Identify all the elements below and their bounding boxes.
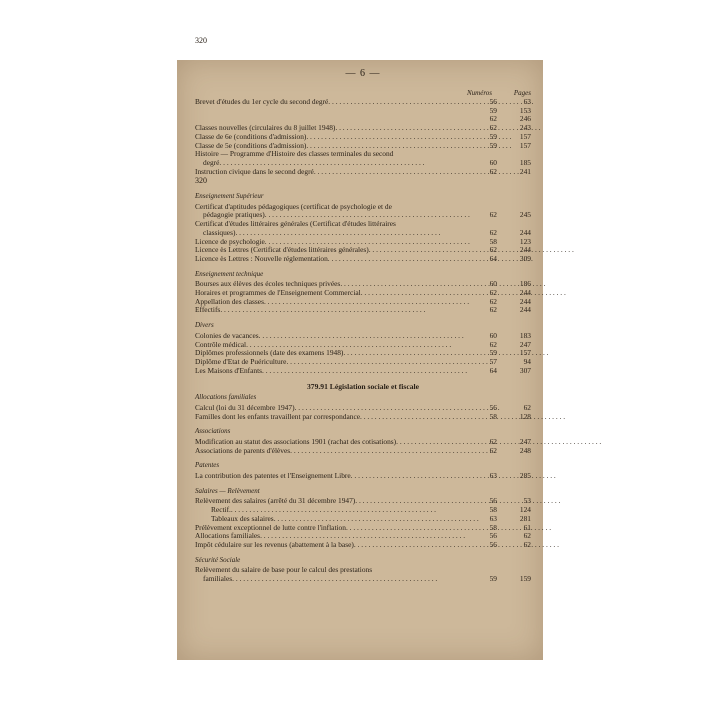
section-title-technique: Enseignement technique — [195, 269, 264, 278]
entry-title-text: Brevet d'études du 1er cycle du second degré — [195, 97, 329, 106]
entry-title-text: Rectif. — [211, 505, 231, 515]
entry-numero: 58 — [489, 505, 497, 515]
entry-page: 246 — [519, 114, 531, 124]
entry-title-text: Histoire — Programme d'Histoire des classes terminales du second — [195, 149, 394, 159]
section-associations — [195, 438, 531, 455]
entry-title-text: Licence de psychologie — [195, 236, 265, 246]
entry-page: 285 — [519, 471, 531, 481]
entry-title-text: Classe de 5e (conditions d'admission) — [195, 140, 307, 150]
section-technique — [195, 280, 531, 315]
entry-page: 185 — [519, 157, 531, 167]
entry-page: 244 — [519, 305, 531, 315]
section-salaires — [195, 497, 531, 549]
book-page — [177, 36, 543, 660]
entry-title-text: Prélèvement exceptionnel de lutte contre l'inflation — [195, 522, 346, 532]
entry-numero: 56 — [489, 531, 497, 541]
index-entry — [195, 168, 531, 177]
entry-page: 244 — [519, 227, 531, 237]
entry-page: 157 — [519, 140, 531, 150]
entry-page: 309 — [519, 253, 531, 263]
index-entry — [195, 98, 531, 107]
section-secondaire — [195, 98, 531, 176]
entry-title — [195, 168, 471, 177]
entry-page: 245 — [519, 210, 531, 220]
entry-page: 62 — [523, 402, 531, 412]
entry-page: 248 — [519, 445, 531, 455]
entry-title — [195, 98, 471, 107]
entry-numero: 59 — [489, 574, 497, 584]
entry-page: 244 — [519, 245, 531, 255]
index-entry — [195, 107, 531, 116]
section-title-salaires: Salaires — Relèvement — [195, 486, 260, 495]
entry-numero: 62 — [489, 288, 497, 298]
index-entry — [195, 447, 531, 456]
index-entry — [195, 541, 531, 550]
entry-numero: 62 — [489, 227, 497, 237]
legislation-heading: 379.91 Législation sociale et fiscale — [307, 382, 419, 392]
entry-numero: 62 — [489, 210, 497, 220]
entry-page: 62 — [523, 531, 531, 541]
entry-title-text: Licence ès Lettres : Nouvelle réglementation — [195, 253, 328, 263]
entry-title-text: degré — [203, 157, 220, 167]
entry-page: 94 — [523, 356, 531, 366]
entry-title-text: Appellation des classes — [195, 296, 264, 306]
entry-title-text: Les Maisons d'Enfants — [195, 365, 263, 375]
section-allocations — [195, 404, 531, 421]
entry-title-text: Bourses aux élèves des écoles techniques privées — [195, 279, 341, 289]
section-patentes — [195, 472, 531, 481]
entry-title-text: Calcul (loi du 31 décembre 1947) — [195, 402, 295, 412]
entry-title-text: classiques) — [203, 227, 236, 237]
entry-numero: 62 — [489, 445, 497, 455]
entry-title-text: Associations de parents d'élèves — [195, 445, 291, 455]
entry-numero: 62 — [489, 245, 497, 255]
entry-numero: 56 — [489, 539, 497, 549]
section-securite — [195, 566, 531, 583]
entry-title — [195, 472, 471, 481]
entry-title-text: Classes nouvelles (circulaires du 8 juillet 1948) — [195, 123, 336, 133]
entry-title-text: Colonies de vacances — [195, 330, 259, 340]
entry-title-text: Relèvement du salaire de base pour le calcul des prestations — [195, 565, 373, 575]
section-title-allocations: Allocations familiales — [195, 393, 257, 402]
entry-numero: 59 — [489, 131, 497, 141]
section-divers — [195, 332, 531, 376]
entry-numero: 56 — [489, 402, 497, 412]
entry-title-text: Familles dont les enfants travaillent par correspondance — [195, 411, 361, 421]
entry-page: 247 — [519, 436, 531, 446]
section-title-patentes: Patentes — [195, 461, 220, 470]
entry-page: 157 — [519, 348, 531, 358]
entry-title-text: Allocations familiales — [195, 531, 261, 541]
entry-page: 307 — [519, 365, 531, 375]
entry-numero: 62 — [489, 114, 497, 124]
entry-title-text: Contrôle médical — [195, 339, 247, 349]
entry-title — [195, 306, 471, 315]
page-number: — 6 — — [345, 68, 381, 79]
entry-page: 241 — [519, 166, 531, 176]
entry-numero: 64 — [489, 365, 497, 375]
entry-title-text: La contribution des patentes et l'Enseignement Libre — [195, 471, 351, 481]
entry-numero: 62 — [489, 166, 497, 176]
entry-title-text: pédagogie pratiques) — [203, 210, 265, 220]
entry-title — [195, 413, 471, 422]
entry-title-text: Certificat d'études littéraires générales (Certificat d'études littéraires — [195, 219, 396, 229]
index-entry — [195, 413, 531, 422]
entry-page: 186 — [519, 279, 531, 289]
entry-numero: 59 — [489, 348, 497, 358]
entry-title-text: Diplômes professionnels (date des examens 1948) — [195, 348, 344, 358]
entry-title — [195, 541, 471, 550]
entry-numero: 58 — [489, 522, 497, 532]
index-entry — [195, 575, 531, 584]
entry-numero: 62 — [489, 436, 497, 446]
section-superieur — [195, 203, 531, 264]
entry-page: 61 — [523, 522, 531, 532]
entry-page: 63 — [523, 97, 531, 106]
index-entry — [195, 306, 531, 315]
entry-title-text: Classe de 6e (conditions d'admission) — [195, 131, 307, 141]
entry-title-text: Certificat d'aptitudes pédagogiques (certificat de psychologie et de — [195, 201, 392, 211]
entry-page: 53 — [523, 496, 531, 506]
entry-numero: 63 — [489, 513, 497, 523]
entry-numero: 60 — [489, 157, 497, 167]
section-title-superieur: Enseignement Supérieur — [195, 192, 264, 201]
footer-number: 320 — [195, 36, 207, 46]
entry-numero: 57 — [489, 356, 497, 366]
column-header-pages: Pages — [513, 89, 531, 97]
entry-title-text: Relèvement des salaires (arrêté du 31 décembre 1947) — [195, 496, 356, 506]
entry-numero: 58 — [489, 411, 497, 421]
entry-numero: 62 — [489, 296, 497, 306]
entry-numero: 56 — [489, 496, 497, 506]
entry-numero: 60 — [489, 330, 497, 340]
entry-page: 124 — [519, 505, 531, 515]
entry-numero: 63 — [489, 471, 497, 481]
index-body — [195, 98, 531, 584]
margin-number: 320 — [195, 176, 207, 186]
section-title-associations: Associations — [195, 427, 231, 436]
entry-numero: 62 — [489, 339, 497, 349]
entry-title-text: Diplôme d'Etat de Puériculture — [195, 356, 287, 366]
entry-numero: 62 — [489, 305, 497, 315]
entry-title — [195, 575, 471, 584]
entry-title-text: familiales — [203, 574, 233, 584]
entry-title-text: Modification au statut des associations 1901 (rachat des cotisations) — [195, 436, 397, 446]
entry-page: 62 — [523, 539, 531, 549]
entry-title-text: Effectifs — [195, 305, 221, 315]
index-entry — [195, 367, 531, 376]
entry-title-text: Instruction civique dans le second degré — [195, 166, 314, 176]
entry-title — [195, 447, 471, 456]
section-title-divers: Divers — [195, 321, 214, 330]
entry-numero: 56 — [489, 97, 497, 106]
entry-page: 247 — [519, 339, 531, 349]
section-title-securite: Sécurité Sociale — [195, 555, 241, 564]
entry-page: 243 — [519, 123, 531, 133]
entry-title — [195, 367, 471, 376]
entry-page: 123 — [519, 236, 531, 246]
entry-numero: 59 — [489, 105, 497, 115]
column-header-numeros: Numéros — [467, 89, 493, 97]
entry-numero: 59 — [489, 140, 497, 150]
entry-page: 281 — [519, 513, 531, 523]
entry-title-text: Licence ès Lettres (Certificat d'études littéraires générales) — [195, 245, 369, 255]
entry-title-text: Horaires et programmes de l'Enseignement Commercial — [195, 288, 361, 298]
index-entry — [195, 472, 531, 481]
entry-page: 153 — [519, 105, 531, 115]
entry-page: 128 — [519, 411, 531, 421]
entry-page: 183 — [519, 330, 531, 340]
entry-numero: 60 — [489, 279, 497, 289]
entry-title — [195, 255, 471, 264]
entry-page: 244 — [519, 296, 531, 306]
entry-numero: 62 — [489, 123, 497, 133]
index-entry — [195, 255, 531, 264]
entry-numero: 58 — [489, 236, 497, 246]
entry-page: 244 — [519, 288, 531, 298]
entry-title-text: Impôt cédulaire sur les revenus (abattement à la base) — [195, 539, 354, 549]
entry-title-text: Tableaux des salaires — [211, 513, 274, 523]
entry-numero: 64 — [489, 253, 497, 263]
entry-page: 157 — [519, 131, 531, 141]
entry-page: 159 — [519, 574, 531, 584]
